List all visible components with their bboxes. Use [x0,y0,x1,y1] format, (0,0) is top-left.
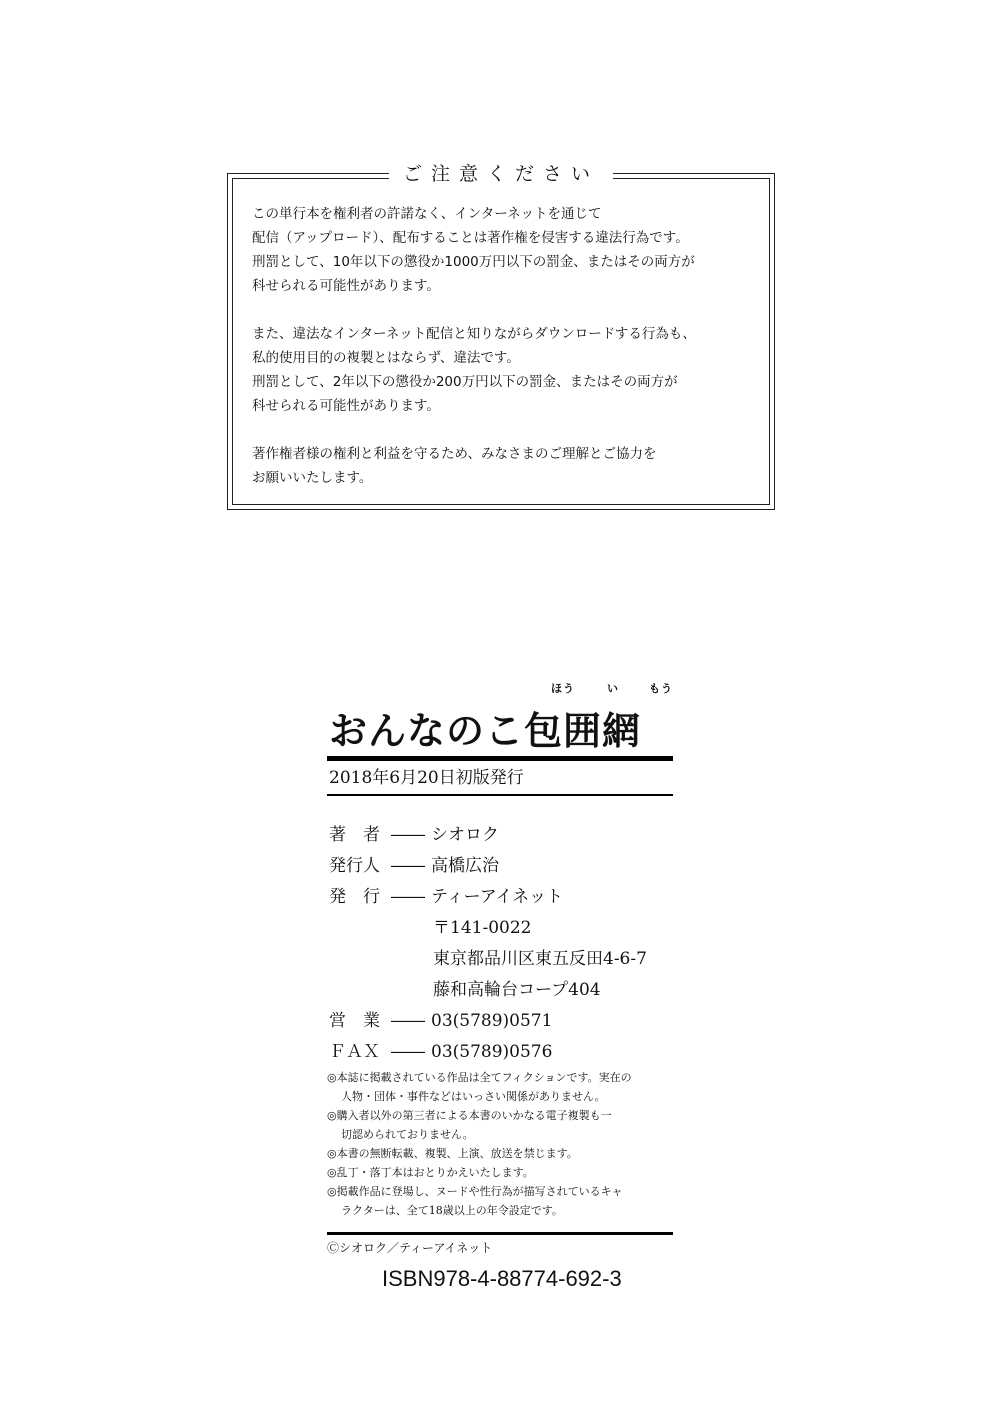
ruby-text: もう [649,682,673,695]
notice-line: 刑罰として、2年以下の懲役か200万円以下の罰金、またはその両方が [252,374,678,390]
note-item: ◎乱丁・落丁本はおとりかえいたします。 [327,1166,534,1179]
credit-author: 著 者 ―― シオロク [329,825,499,845]
note-item: ◎本誌に掲載されている作品は全てフィクションです。実在の 人物・団体・事件などはいっさい関係がありません。 [327,1071,632,1103]
address-line: 藤和高輪台コープ404 [433,980,601,1000]
notice-line: 配信（アップロード）、配布することは著作権を侵害する違法行為です。 [252,230,689,246]
divider [327,756,673,761]
ruby-text: ほう [551,682,575,695]
edition-date: 2018年6月20日初版発行 [329,768,524,788]
copyright: Ⓒシオロク／ティーアイネット [327,1241,493,1255]
address-line: 東京都品川区東五反田4-6-7 [433,949,647,969]
credits [329,820,647,1068]
notice-line: 科せられる可能性があります。 [252,398,440,414]
notice-line: 私的使用目的の複製とはならず、違法です。 [252,350,520,366]
note-item: ◎本書の無断転載、複製、上演、放送を禁じます。 [327,1147,578,1160]
notice-title: ご注意ください [389,163,613,185]
notice-line: お願いいたします。 [252,470,373,486]
divider [327,794,673,796]
notice-line: また、違法なインターネット配信と知りながらダウンロードする行為も、 [252,326,696,342]
notice-line: 刑罰として、10年以下の懲役か1000万円以下の罰金、またはその両方が [252,254,695,270]
postal-code: 〒141-0022 [433,918,532,938]
credit-sales: 営 業 ―― 03(5789)0571 [329,1011,553,1031]
credit-publisher: 発 行 ―― ティーアイネット [329,887,564,907]
notice-body [252,202,762,490]
notice-line: 科せられる可能性があります。 [252,278,440,294]
notice-paragraph [252,202,762,298]
credit-publisher-person: 発行人 ―― 高橋広治 [329,856,499,876]
ruby-text: い [607,682,619,695]
note-item: ◎掲載作品に登場し、ヌードや性行為が描写されているキャ ラクターは、全て18歳以上の年令設定です。 [327,1185,623,1217]
notice-paragraph [252,442,762,490]
notice-line: この単行本を権利者の許諾なく、インターネットを通じて [252,206,602,222]
book-title: おんなのこ包囲網 [329,708,642,753]
note-item: ◎購入者以外の第三者による本書のいかなる電子複製も一 切認められておりません。 [327,1109,612,1141]
notes [327,1068,673,1220]
notice-line: 著作権者様の権利と利益を守るため、みなさまのご理解とご協力を [252,446,657,462]
divider [327,1232,673,1235]
notice-paragraph [252,322,762,418]
credit-fax: ＦＡＸ ―― 03(5789)0576 [329,1042,553,1062]
isbn: ISBN978-4-88774-692-3 [382,1266,622,1291]
notice-box [227,163,775,510]
